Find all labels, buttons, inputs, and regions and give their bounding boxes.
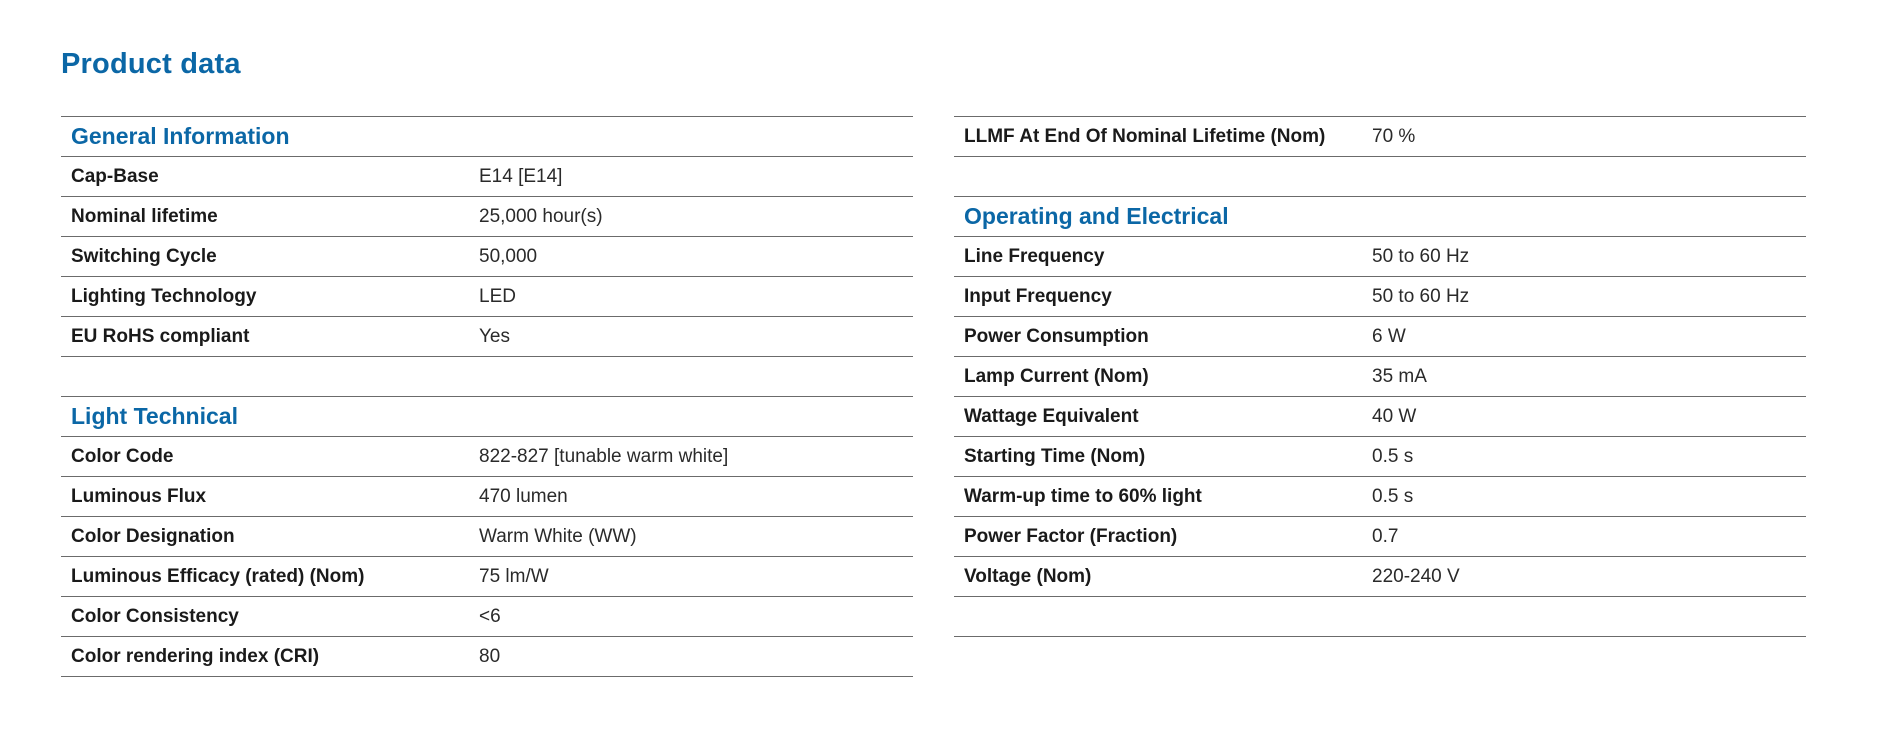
spec-value: 80 (479, 645, 501, 667)
spacer-row (954, 157, 1806, 197)
spec-label: Line Frequency (964, 245, 1105, 267)
spec-label: Input Frequency (964, 285, 1112, 307)
spec-value: 50 to 60 Hz (1372, 285, 1470, 307)
spacer-row (954, 597, 1806, 637)
spec-label: Luminous Flux (71, 485, 207, 507)
spec-row (61, 637, 913, 677)
spec-row (61, 277, 913, 317)
spec-label: Starting Time (Nom) (964, 445, 1146, 467)
section-heading-row (61, 397, 913, 437)
section-heading-general-information: General Information (71, 123, 290, 149)
spec-row (61, 157, 913, 197)
spec-value: Yes (479, 325, 510, 347)
spec-row (61, 237, 913, 277)
section-heading-operating-electrical: Operating and Electrical (964, 203, 1229, 229)
spec-row (61, 557, 913, 597)
spec-label: Warm-up time to 60% light (964, 485, 1202, 507)
spec-label: Nominal lifetime (71, 205, 218, 227)
spec-value: 0.5 s (1372, 485, 1414, 507)
spec-label: LLMF At End Of Nominal Lifetime (Nom) (964, 125, 1326, 147)
spec-value: 70 % (1372, 125, 1416, 147)
spec-label: Power Consumption (964, 325, 1149, 347)
spec-value: 0.5 s (1372, 445, 1414, 467)
spec-label: Color Designation (71, 525, 235, 547)
spec-row (61, 437, 913, 477)
spec-value: Warm White (WW) (479, 525, 637, 547)
spec-value: 35 mA (1372, 365, 1427, 387)
spec-row (954, 557, 1806, 597)
spec-row (61, 317, 913, 357)
spec-row (61, 477, 913, 517)
spec-value: 25,000 hour(s) (479, 205, 603, 227)
spec-row (954, 237, 1806, 277)
spec-label: Color Code (71, 445, 174, 467)
spec-row (954, 277, 1806, 317)
spec-value: E14 [E14] (479, 165, 563, 187)
spec-value: 75 lm/W (479, 565, 549, 587)
spec-label: Color rendering index (CRI) (71, 645, 320, 667)
spacer-row (61, 357, 913, 397)
spec-value: 822-827 [tunable warm white] (479, 445, 729, 467)
spec-row (954, 117, 1806, 157)
spec-label: Color Consistency (71, 605, 239, 627)
spec-label: Lamp Current (Nom) (964, 365, 1149, 387)
spec-value: 220-240 V (1372, 565, 1460, 587)
spec-value: 50 to 60 Hz (1372, 245, 1470, 267)
spec-label: Switching Cycle (71, 245, 217, 267)
spec-value: <6 (479, 605, 501, 627)
spec-value: 6 W (1372, 325, 1406, 347)
spec-label: Power Factor (Fraction) (964, 525, 1178, 547)
spec-value: 40 W (1372, 405, 1417, 427)
spec-label: Lighting Technology (71, 285, 257, 307)
spec-row (954, 317, 1806, 357)
spec-row (954, 477, 1806, 517)
spec-row (954, 517, 1806, 557)
spec-table-right (954, 116, 1806, 637)
spec-row (61, 517, 913, 557)
spec-row (954, 397, 1806, 437)
spec-row (61, 597, 913, 637)
section-heading-row (61, 117, 913, 157)
spec-value: 50,000 (479, 245, 538, 267)
spec-label: Luminous Efficacy (rated) (Nom) (71, 565, 365, 587)
spec-label: Voltage (Nom) (964, 565, 1092, 587)
section-heading-light-technical: Light Technical (71, 403, 238, 429)
spec-row (954, 437, 1806, 477)
spec-value: LED (479, 285, 516, 307)
spec-row (954, 357, 1806, 397)
spec-label: Wattage Equivalent (964, 405, 1139, 427)
page-title: Product data (61, 48, 241, 80)
spec-value: 0.7 (1372, 525, 1399, 547)
spec-row (61, 197, 913, 237)
section-heading-row (954, 197, 1806, 237)
spec-table-left (61, 116, 913, 677)
spec-label: Cap-Base (71, 165, 159, 187)
spec-value: 470 lumen (479, 485, 568, 507)
spec-label: EU RoHS compliant (71, 325, 250, 347)
